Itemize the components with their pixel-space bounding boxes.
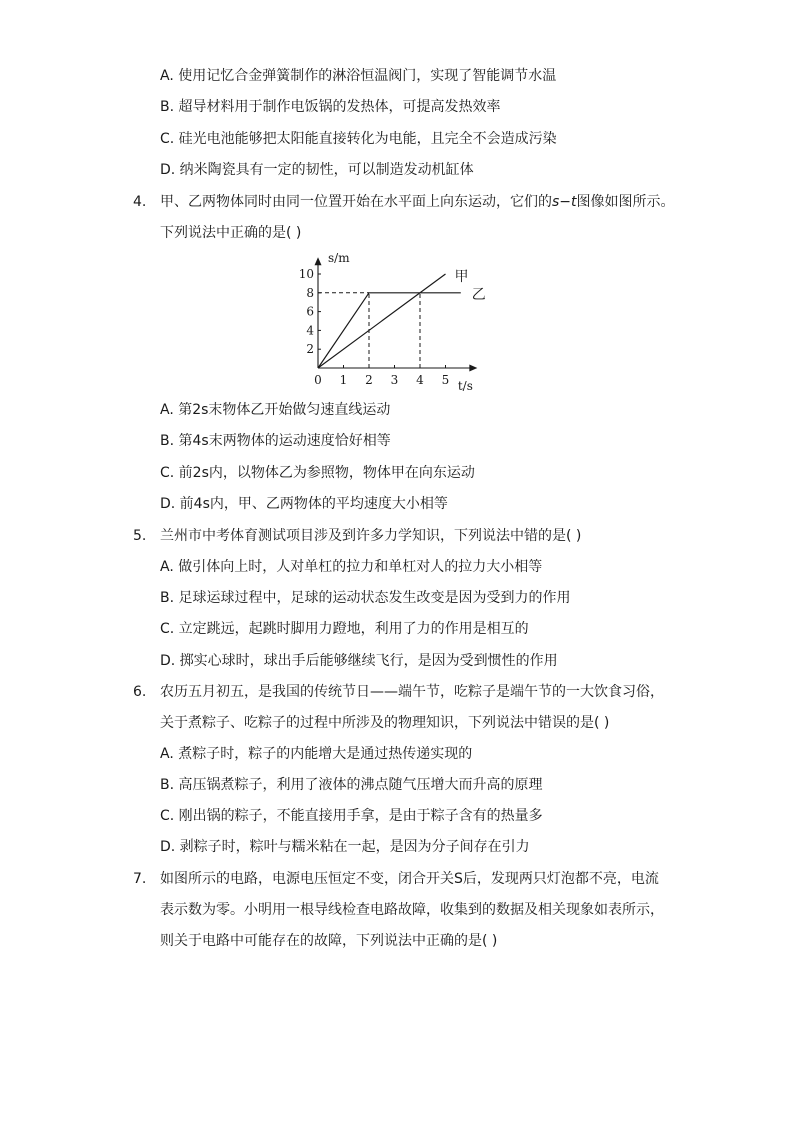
y-tick-label: 4 bbox=[306, 323, 314, 338]
x-tick-label: 1 bbox=[339, 373, 348, 387]
y-tick-label: 10 bbox=[298, 267, 314, 281]
x-tick-label: 5 bbox=[441, 373, 450, 387]
q3-option-c: C. 硅光电池能够把太阳能直接转化为电能，且完全不会造成污染 bbox=[160, 131, 557, 147]
q4-stem-text-b: 图像如图所示。 bbox=[576, 194, 675, 210]
series-line-0 bbox=[318, 274, 446, 368]
q7-stem-line3: 则关于电路中可能存在的故障，下列说法中正确的是( ) bbox=[160, 933, 498, 949]
y-axis-label: s/m bbox=[328, 251, 350, 265]
y-tick-label: 6 bbox=[306, 304, 314, 319]
q6-option-a: A. 煮粽子时，粽子的内能增大是通过热传递实现的 bbox=[160, 746, 473, 762]
q5-stem-text: 兰州市中考体育测试项目涉及到许多力学知识，下列说法中错的是( ) bbox=[160, 528, 582, 544]
q3-option-b: B. 超导材料用于制作电饭锅的发热体，可提高发热效率 bbox=[160, 99, 501, 115]
y-axis-arrow bbox=[315, 257, 322, 265]
q6-option-c: C. 刚出锅的粽子，不能直接用手拿，是由于粽子含有的热量多 bbox=[160, 808, 543, 824]
question-number: 7. bbox=[133, 871, 147, 887]
question-number: 6. bbox=[133, 684, 147, 700]
q4-option-a: A. 第2s末物体乙开始做匀速直线运动 bbox=[160, 402, 391, 418]
x-axis-label: t/s bbox=[457, 379, 473, 393]
q6-option-b: B. 高压锅煮粽子，利用了液体的沸点随气压增大而升高的原理 bbox=[160, 777, 543, 793]
q6-stem-text: 农历五月初五，是我国的传统节日——端午节，吃粽子是端午节的一大饮食习俗， bbox=[160, 684, 664, 700]
q4-stem-line2: 下列说法中正确的是( ) bbox=[160, 225, 302, 241]
q7-stem-text: 如图所示的电路，电源电压恒定不变，闭合开关S后，发现两只灯泡都不亮，电流 bbox=[160, 871, 659, 887]
y-tick-label: 2 bbox=[306, 342, 314, 357]
question-number: 4. bbox=[133, 194, 147, 210]
question-number: 5. bbox=[133, 528, 147, 544]
y-tick-label: 8 bbox=[306, 285, 314, 300]
q4-stem-text-a: 甲、乙两物体同时由同一位置开始在水平面上向东运动，它们的 bbox=[160, 194, 552, 210]
x-tick-label: 2 bbox=[365, 373, 373, 387]
series-label: 乙 bbox=[471, 286, 486, 303]
series-line-1 bbox=[318, 293, 461, 368]
x-axis-arrow bbox=[469, 365, 477, 372]
q3-option-d: D. 纳米陶瓷具有一定的韧性，可以制造发动机缸体 bbox=[160, 162, 474, 178]
x-tick-label: 3 bbox=[390, 373, 399, 387]
q6-option-d: D. 剥粽子时，粽叶与糯米粘在一起，是因为分子间存在引力 bbox=[160, 839, 530, 855]
q7-stem-line2: 表示数为零。小明用一根导线检查电路故障，收集到的数据及相关现象如表所示， bbox=[160, 902, 664, 918]
q4-option-d: D. 前4s内，甲、乙两物体的平均速度大小相等 bbox=[160, 496, 448, 512]
q4-stem-variable: s−t bbox=[552, 194, 577, 210]
x-tick-label: 0 bbox=[314, 373, 322, 387]
s-t-graph bbox=[290, 248, 510, 396]
q6-stem-line2: 关于煮粽子、吃粽子的过程中所涉及的物理知识，下列说法中错误的是( ) bbox=[160, 715, 610, 731]
q5-option-b: B. 足球运球过程中，足球的运动状态发生改变是因为受到力的作用 bbox=[160, 590, 571, 606]
x-tick-label: 4 bbox=[416, 373, 424, 387]
q5-option-d: D. 掷实心球时，球出手后能够继续飞行，是因为受到惯性的作用 bbox=[160, 653, 558, 669]
series-label: 甲 bbox=[454, 269, 469, 285]
q4-option-c: C. 前2s内，以物体乙为参照物，物体甲在向东运动 bbox=[160, 465, 475, 481]
q3-option-a: A. 使用记忆合金弹簧制作的淋浴恒温阀门，实现了智能调节水温 bbox=[160, 68, 557, 84]
q5-option-c: C. 立定跳远，起跳时脚用力蹬地，利用了力的作用是相互的 bbox=[160, 621, 529, 637]
q4-option-b: B. 第4s末两物体的运动速度恰好相等 bbox=[160, 433, 391, 449]
q5-option-a: A. 做引体向上时，人对单杠的拉力和单杠对人的拉力大小相等 bbox=[160, 559, 543, 575]
